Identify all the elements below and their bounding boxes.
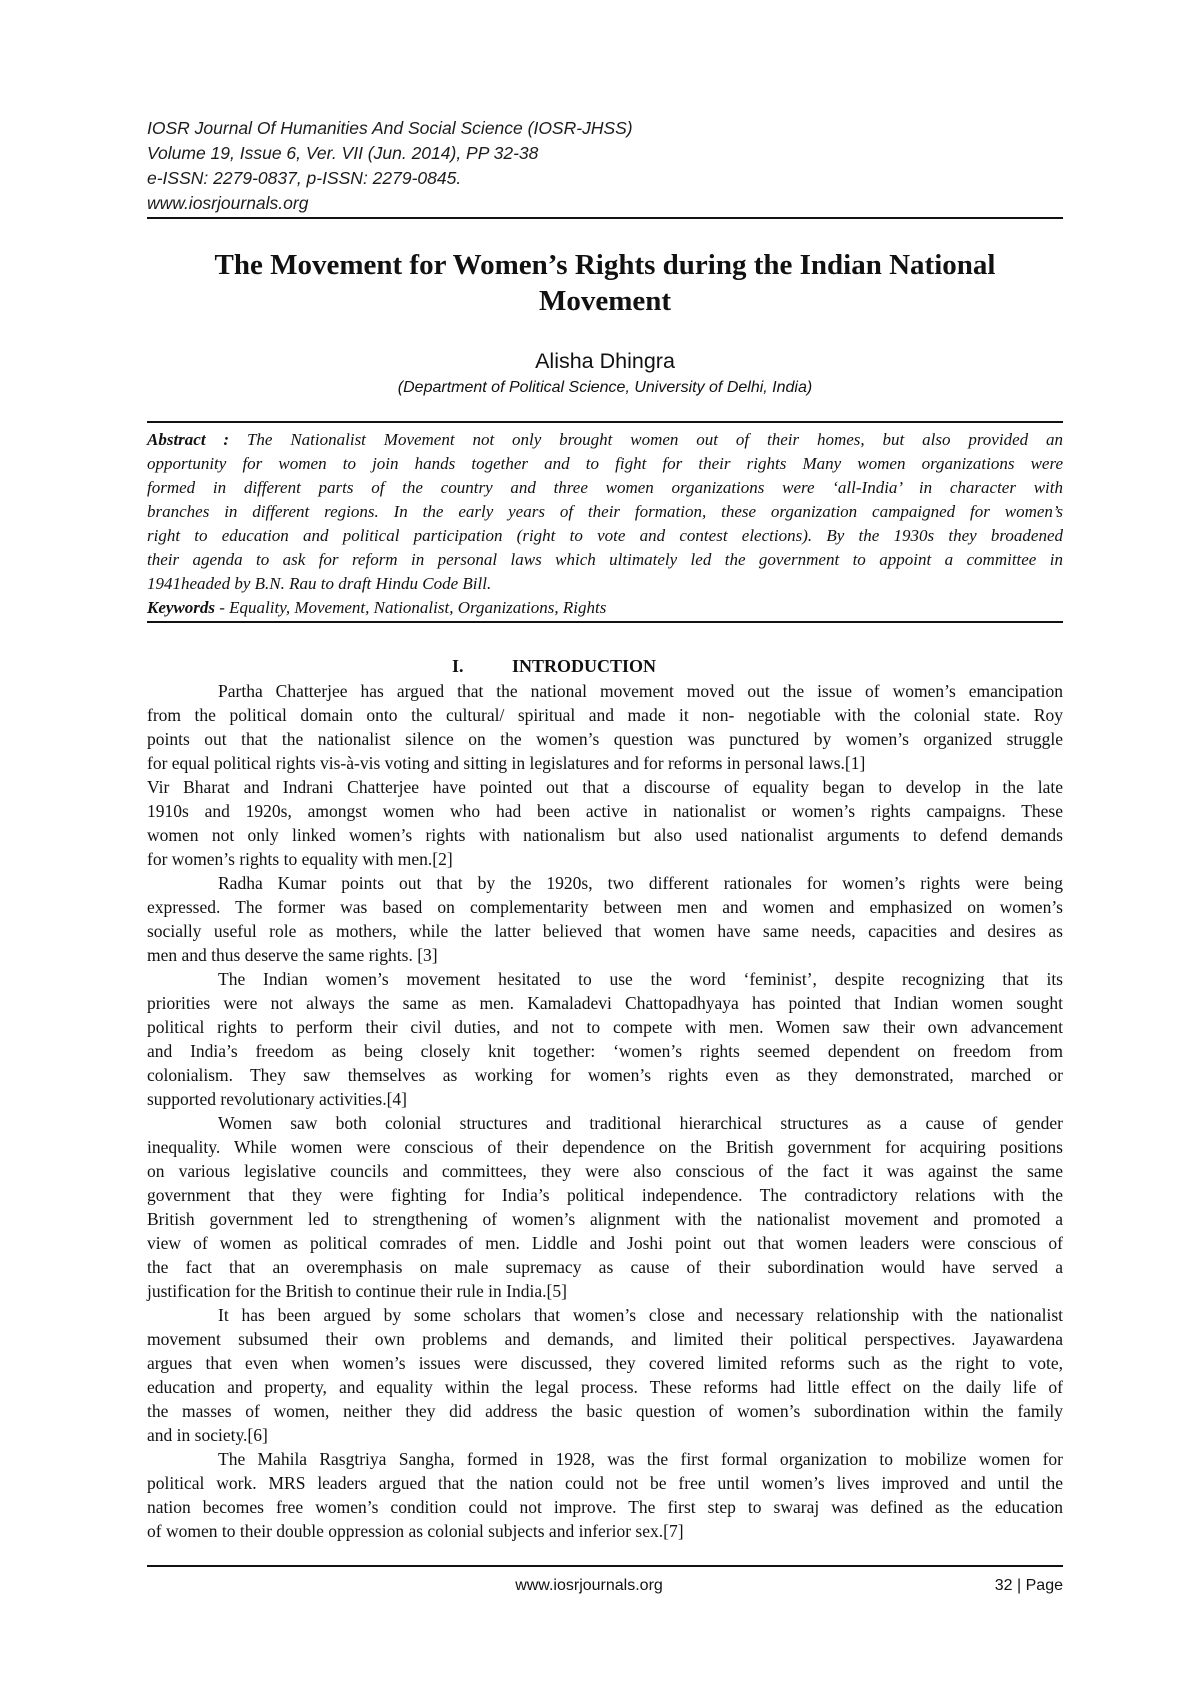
title-line: Movement: [538, 285, 672, 317]
journal-url: www.iosrjournals.org: [147, 193, 309, 213]
paragraph: [147, 679, 1063, 775]
paragraph: [147, 775, 1063, 871]
abstract-line: their agenda to ask for reform in personal laws which ultimately led the government to appoint a committee in: [147, 550, 1063, 569]
journal-volume: Volume 19, Issue 6, Ver. VII (Jun. 2014), PP 32-38: [147, 143, 539, 163]
abstract-line: branches in different regions. In the early years of their formation, these organization campaigned for women’s: [147, 502, 1063, 521]
journal-issn: e-ISSN: 2279-0837, p-ISSN: 2279-0845.: [147, 168, 462, 188]
text-line: supported revolutionary activities.[4]: [147, 1089, 407, 1109]
abstract-line: right to education and political participation (right to vote and contest elections). By the 1930s they broadened: [147, 526, 1063, 545]
journal-header: [147, 116, 1063, 216]
text-line: movement subsumed their own problems and demands, and limited their political perspectives. Jayawardena: [147, 1329, 1063, 1349]
abstract-line: opportunity for women to join hands together and to fight for their rights Many women organizations were: [147, 454, 1063, 473]
text-line: nation becomes free women’s condition could not improve. The first step to swaraj was defined as the education: [147, 1497, 1063, 1517]
footer-divider: [147, 1565, 1063, 1567]
text-line: from the political domain onto the cultural/ spiritual and made it non- negotiable with the colonial state. Roy: [147, 705, 1063, 725]
text-line: men and thus deserve the same rights. [3]: [147, 945, 438, 965]
abstract-bottom-divider: [147, 621, 1063, 623]
text-line: the fact that an overemphasis on male supremacy as cause of their subordination would have served a: [147, 1257, 1063, 1277]
text-line: and India’s freedom as being closely knit together: ‘women’s rights seemed dependent on freedom from: [147, 1041, 1063, 1061]
text-line: The Indian women’s movement hesitated to use the word ‘feminist’, despite recognizing that its: [218, 969, 1063, 989]
text-line: Women saw both colonial structures and traditional hierarchical structures as a cause of gender: [218, 1113, 1063, 1133]
text-line: argues that even when women’s issues were discussed, they covered limited reforms such as the right to vote,: [147, 1353, 1063, 1373]
text-line: and in society.[6]: [147, 1425, 268, 1445]
text-line: It has been argued by some scholars that women’s close and necessary relationship with the nationalist: [218, 1305, 1063, 1325]
text-line: British government led to strengthening of women’s alignment with the nationalist movement and promoted a: [147, 1209, 1063, 1229]
text-line: colonialism. They saw themselves as working for women’s rights even as they demonstrated, marched or: [147, 1065, 1063, 1085]
text-line: expressed. The former was based on complementarity between men and women and emphasized on women’s: [147, 897, 1063, 917]
keywords-text: Equality, Movement, Nationalist, Organizations, Rights: [229, 598, 607, 617]
text-line: inequality. While women were conscious of their dependence on the British government for acquiring positions: [147, 1137, 1063, 1157]
footer-url: www.iosrjournals.org: [515, 1577, 663, 1594]
abstract-line: 1941headed by B.N. Rau to draft Hindu Code Bill.: [147, 574, 492, 593]
journal-name: IOSR Journal Of Humanities And Social Science (IOSR-JHSS): [147, 118, 633, 138]
text-line: view of women as political comrades of men. Liddle and Joshi point out that women leaders were conscious of: [147, 1233, 1063, 1253]
text-line: Radha Kumar points out that by the 1920s, two different rationales for women’s rights were being: [218, 873, 1063, 893]
text-line: The Mahila Rasgtriya Sangha, formed in 1928, was the first formal organization to mobilize women for: [218, 1449, 1063, 1469]
text-line: of women to their double oppression as colonial subjects and inferior sex.[7]: [147, 1521, 684, 1541]
paragraph: [147, 967, 1063, 1111]
text-line: Partha Chatterjee has argued that the national movement moved out the issue of women’s emancipation: [218, 681, 1063, 701]
text-line: political rights to perform their civil duties, and not to compete with men. Women saw their own advancement: [147, 1017, 1063, 1037]
text-line: political work. MRS leaders argued that the nation could not be free until women’s lives improved and until the: [147, 1473, 1063, 1493]
text-line: the masses of women, neither they did address the basic question of women’s subordination within the family: [147, 1401, 1063, 1421]
text-line: Vir Bharat and Indrani Chatterjee have pointed out that a discourse of equality began to develop in the late: [147, 777, 1063, 797]
paragraph: [147, 871, 1063, 967]
author-affiliation: (Department of Political Science, University of Delhi, India): [397, 379, 813, 396]
keywords-label: Keywords: [147, 598, 215, 617]
keywords: [147, 596, 1063, 620]
title-line: The Movement for Women’s Rights during the Indian National: [214, 249, 996, 281]
text-line: on various legislative councils and committees, they were also conscious of the fact it was against the same: [147, 1161, 1063, 1181]
paragraph: [147, 1303, 1063, 1447]
introduction-body: [147, 679, 1063, 1543]
section-number: I.: [452, 656, 464, 676]
author-name: Alisha Dhingra: [535, 349, 675, 373]
text-line: women not only linked women’s rights with nationalism but also used nationalist arguments to defend demands: [147, 825, 1063, 845]
text-line: for equal political rights vis-à-vis voting and sitting in legislatures and for reforms in personal laws.[1]: [147, 753, 866, 773]
abstract-text: The Nationalist Movement not only brought women out of their homes, but also provided an: [246, 430, 1063, 449]
text-line: priorities were not always the same as men. Kamaladevi Chattopadhyaya has pointed that Indian women sought: [147, 993, 1063, 1013]
text-line: justification for the British to continue their rule in India.[5]: [147, 1281, 567, 1301]
paragraph: [147, 1111, 1063, 1303]
page-number: 32 | Page: [994, 1577, 1063, 1594]
header-divider: [147, 217, 1063, 219]
text-line: education and property, and equality within the legal process. These reforms had little effect on the daily life of: [147, 1377, 1063, 1397]
abstract-line: formed in different parts of the country and three women organizations were ‘all-India’ in character with: [147, 478, 1063, 497]
text-line: 1910s and 1920s, amongst women who had been active in nationalist or women’s rights campaigns. These: [147, 801, 1063, 821]
abstract-label: Abstract :: [147, 430, 230, 449]
paragraph: [147, 1447, 1063, 1543]
keywords-separator: -: [219, 598, 225, 617]
abstract-line: [147, 428, 1063, 452]
text-line: government that they were fighting for India’s political independence. The contradictory relations with the: [147, 1185, 1063, 1205]
section-title: INTRODUCTION: [512, 656, 657, 676]
abstract: [147, 428, 1063, 620]
paper-title: [147, 247, 1063, 319]
abstract-body: [147, 452, 1063, 596]
text-line: points out that the nationalist silence on the women’s question was punctured by women’s organized struggle: [147, 729, 1063, 749]
text-line: socially useful role as mothers, while the latter believed that women have same needs, capacities and desires as: [147, 921, 1063, 941]
text-line: for women’s rights to equality with men.[2]: [147, 849, 453, 869]
abstract-top-divider: [147, 421, 1063, 423]
